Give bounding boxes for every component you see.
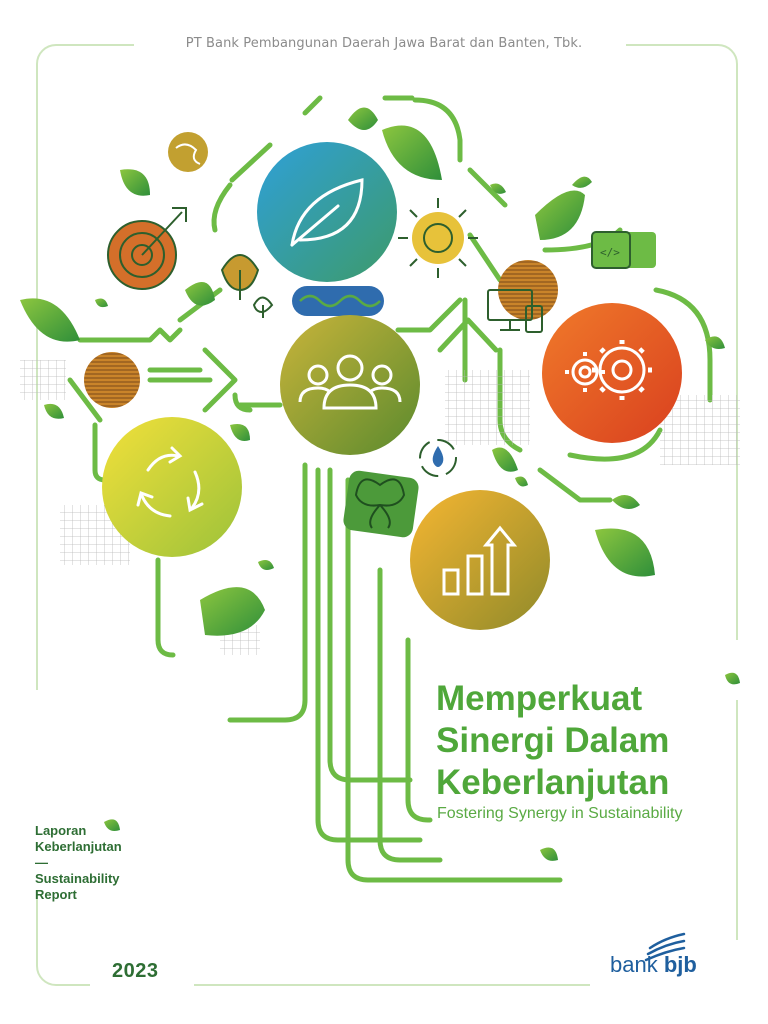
cover-title: [436, 678, 669, 804]
report-type-en-2: Report: [35, 887, 77, 902]
water-drop-icon: [420, 440, 456, 476]
report-year: 2023: [112, 960, 159, 982]
report-type-id-1: Laporan: [35, 823, 87, 838]
people-circle: [280, 315, 420, 455]
report-type-separator: —: [35, 855, 48, 870]
target-icon: [108, 208, 186, 289]
svg-text:</>: </>: [600, 246, 620, 259]
brand-name: bjb: [663, 952, 697, 977]
butterfly-icon: [342, 469, 420, 538]
report-type-en-1: Sustainability: [35, 871, 120, 886]
globe-icon: [168, 132, 208, 172]
report-type-id-2: Keberlanjutan: [35, 839, 122, 854]
recycle-circle: [102, 417, 242, 557]
leaf-circle: [257, 142, 397, 282]
code-window-icon: [592, 232, 656, 268]
title-line-1: Memperkuat: [436, 679, 643, 718]
report-type: [35, 823, 122, 903]
tree-icon: [222, 255, 272, 318]
title-line-3: Keberlanjutan: [436, 763, 670, 802]
gears-circle: [542, 303, 682, 443]
brand-logo: [610, 952, 697, 978]
growth-circle: [410, 490, 550, 630]
company-name: PT Bank Pembangunan Daerah Jawa Barat dan Banten, Tbk.: [185, 36, 583, 51]
cover-subtitle: Fostering Synergy in Sustainability: [437, 805, 683, 822]
brand-prefix: bank: [610, 952, 658, 977]
sun-icon: [398, 198, 478, 278]
title-line-2: Sinergi Dalam: [436, 721, 670, 760]
water-wave-band: [292, 286, 384, 316]
